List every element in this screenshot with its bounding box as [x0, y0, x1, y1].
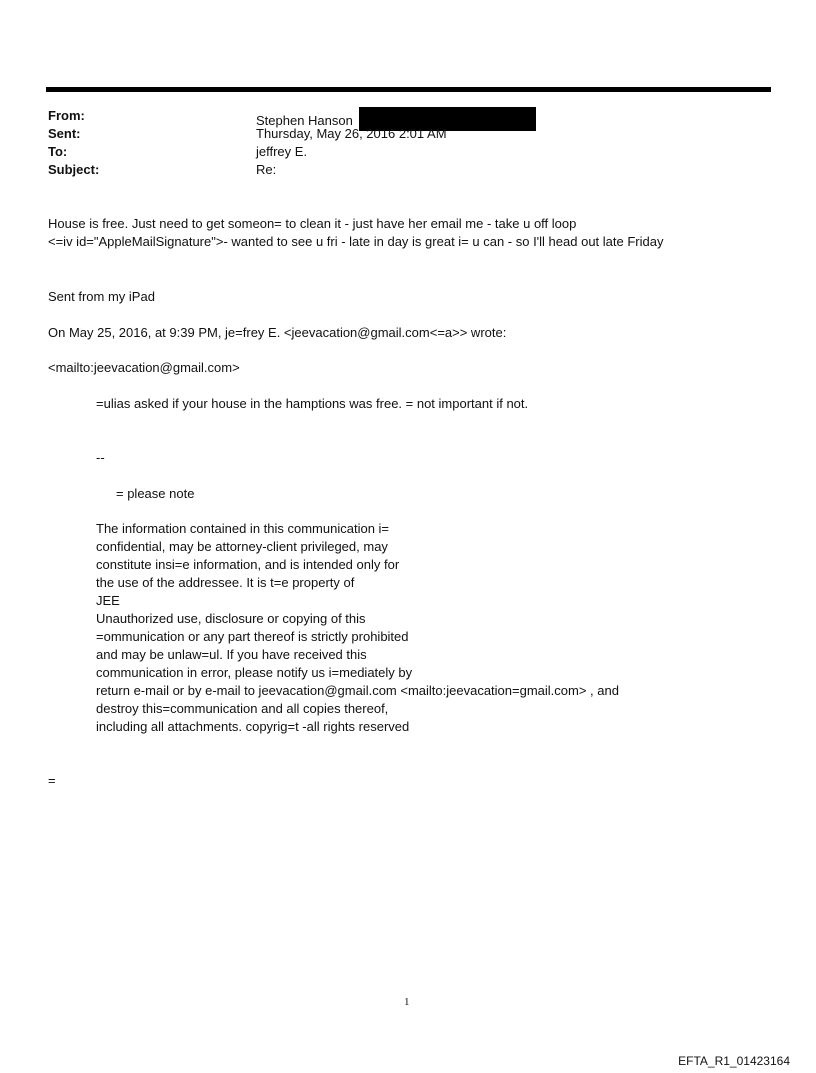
disclaimer-line: constitute insi=e information, and is intended only for	[96, 557, 400, 572]
subject-value: Re:	[256, 162, 277, 177]
reply-attribution: On May 25, 2016, at 9:39 PM, je=frey E. <jeevacation@gmail.com<=a>> wrote:	[48, 325, 507, 340]
disclaimer-line: including all attachments. copyrig=t -all rights reserved	[96, 719, 410, 734]
disclaimer-line: return e-mail or by e-mail to jeevacation@gmail.com <mailto:jeevacation=gmail.com> , and	[96, 683, 619, 698]
mailto-line: <mailto:jeevacation@gmail.com>	[48, 360, 240, 375]
disclaimer-line: =ommunication or any part thereof is strictly prohibited	[96, 629, 409, 644]
disclaimer-line: destroy this=communication and all copies thereof,	[96, 701, 389, 716]
disclaimer-line: Unauthorized use, disclosure or copying of this	[96, 611, 366, 626]
disclaimer-line: communication in error, please notify us i=mediately by	[96, 665, 413, 680]
header-rule	[46, 87, 771, 92]
body-line-1: House is free. Just need to get someon= to clean it - just have her email me - take u off loop	[48, 216, 577, 231]
trailing-equals: =	[48, 773, 56, 788]
body-line-2: <=iv id="AppleMailSignature">- wanted to see u fri - late in day is great i= u can - so I'll head out late Friday	[48, 234, 664, 249]
signature-dashes: --	[96, 450, 105, 465]
quoted-message: =ulias asked if your house in the hamptions was free. = not important if not.	[96, 396, 529, 411]
disclaimer-line: The information contained in this communication i=	[96, 521, 390, 536]
from-label: From:	[48, 108, 85, 123]
disclaimer-line: JEE	[96, 593, 120, 608]
to-label: To:	[48, 144, 68, 159]
please-note: = please note	[116, 486, 195, 501]
subject-label: Subject:	[48, 162, 100, 177]
page-number: 1	[404, 996, 410, 1008]
sent-label: Sent:	[48, 126, 81, 141]
disclaimer-line: and may be unlaw=ul. If you have received this	[96, 647, 367, 662]
from-name: Stephen Hanson	[256, 113, 353, 128]
to-value: jeffrey E.	[256, 144, 308, 159]
document-id: EFTA_R1_01423164	[678, 1054, 790, 1068]
sent-value: Thursday, May 26, 2016 2:01 AM	[256, 126, 447, 141]
sent-from-signature: Sent from my iPad	[48, 289, 155, 304]
disclaimer-line: confidential, may be attorney-client privileged, may	[96, 539, 388, 554]
disclaimer-line: the use of the addressee. It is t=e property of	[96, 575, 355, 590]
